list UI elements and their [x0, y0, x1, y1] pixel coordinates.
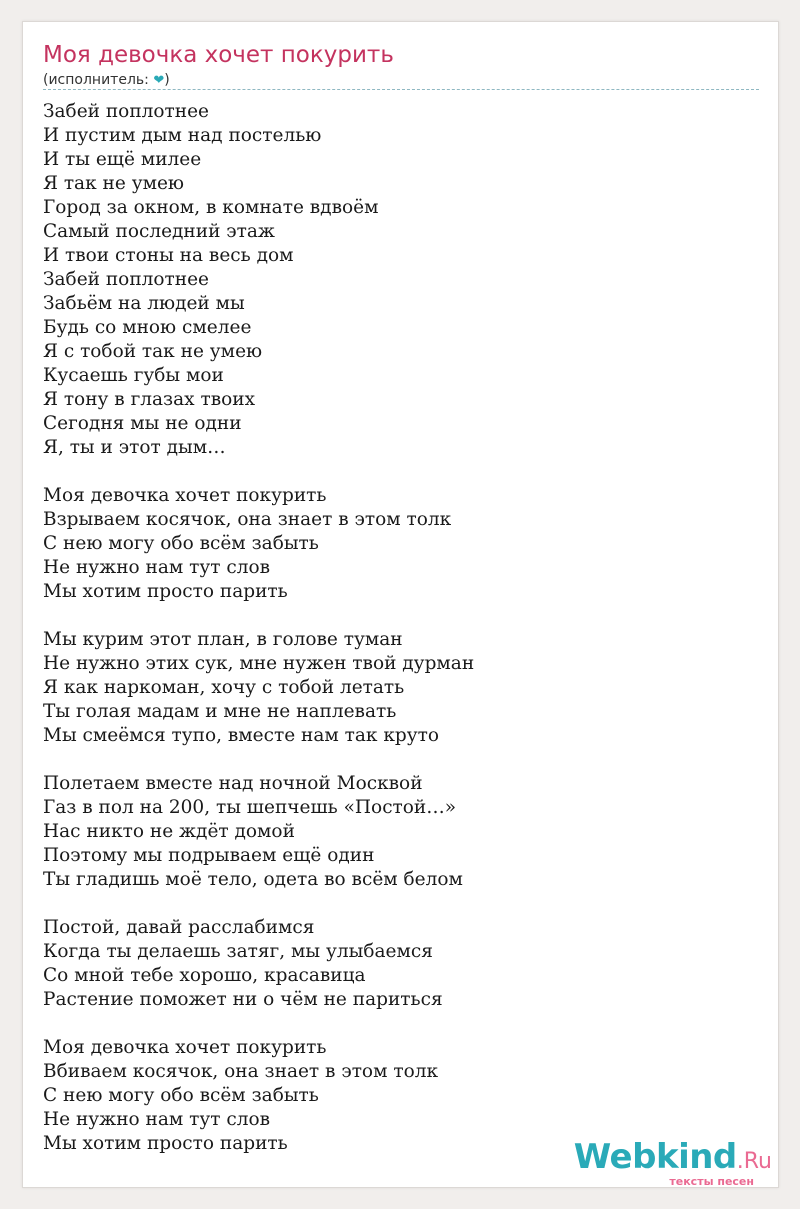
lyric-line: Газ в пол на 200, ты шепчешь «Постой…»: [43, 797, 457, 818]
logo-main-text: Webkind: [573, 1137, 737, 1177]
logo-wordmark: [574, 1137, 772, 1177]
lyric-line: Забьём на людей мы: [43, 293, 245, 314]
stanza-gap: [43, 1012, 743, 1036]
lyric-line: Я с тобой так не умею: [43, 341, 263, 362]
lyric-line: Не нужно этих сук, мне нужен твой дурман: [43, 653, 475, 674]
header-divider: [43, 89, 759, 90]
lyric-line: Нас никто не ждёт домой: [43, 821, 295, 842]
lyric-line: С нею могу обо всём забыть: [43, 533, 319, 554]
lyric-line: Ты голая мадам и мне не наплевать: [43, 701, 397, 722]
stanza-gap: [43, 892, 743, 916]
lyric-line: Я тону в глазах твоих: [43, 389, 256, 410]
stanza-gap: [43, 604, 743, 628]
stanza-gap: [43, 748, 743, 772]
lyric-line: Мы курим этот план, в голове туман: [43, 629, 403, 650]
lyric-line: Когда ты делаешь затяг, мы улыбаемся: [43, 941, 433, 962]
lyric-line: Моя девочка хочет покурить: [43, 1037, 327, 1058]
stanza-gap: [43, 460, 743, 484]
lyric-line: Город за окном, в комнате вдвоём: [43, 197, 379, 218]
lyric-line: С нею могу обо всём забыть: [43, 1085, 319, 1106]
lyric-line: Забей поплотнее: [43, 269, 210, 290]
artist-line: [43, 72, 170, 88]
artist-suffix: ): [164, 72, 170, 88]
lyric-line: Не нужно нам тут слов: [43, 557, 271, 578]
lyric-line: Взрываем косячок, она знает в этом толк: [43, 509, 452, 530]
lyric-line: Кусаешь губы мои: [43, 365, 224, 386]
lyric-line: Полетаем вместе над ночной Москвой: [43, 773, 423, 794]
lyric-line: Забей поплотнее: [43, 101, 210, 122]
lyric-line: Вбиваем косячок, она знает в этом толк: [43, 1061, 439, 1082]
lyric-line: Моя девочка хочет покурить: [43, 485, 327, 506]
lyric-line: Я, ты и этот дым…: [43, 437, 226, 458]
lyric-line: Ты гладишь моё тело, одета во всём белом: [43, 869, 463, 890]
lyric-line: Сегодня мы не одни: [43, 413, 242, 434]
lyric-line: Растение поможет ни о чём не париться: [43, 989, 443, 1010]
lyric-line: Самый последний этаж: [43, 221, 275, 242]
lyric-line: Мы смеёмся тупо, вместе нам так круто: [43, 725, 440, 746]
lyric-line: Мы хотим просто парить: [43, 581, 288, 602]
lyric-line: Постой, давай расслабимся: [43, 917, 315, 938]
logo-subtitle: тексты песен: [669, 1175, 754, 1188]
lyric-line: Будь со мною смелее: [43, 317, 252, 338]
lyric-line: Поэтому мы подрываем ещё один: [43, 845, 375, 866]
lyric-line: И твои стоны на весь дом: [43, 245, 294, 266]
lyric-line: Я так не умею: [43, 173, 185, 194]
logo-suffix: .Ru: [736, 1149, 772, 1174]
song-title: Моя девочка хочет покурить: [43, 42, 394, 68]
lyric-line: Со мной тебе хорошо, красавица: [43, 965, 366, 986]
site-logo[interactable]: [573, 1137, 772, 1188]
lyric-line: И пустим дым над постелью: [43, 125, 322, 146]
heart-icon[interactable]: ❤: [153, 73, 165, 88]
lyric-line: Я как наркоман, хочу с тобой летать: [43, 677, 405, 698]
lyric-line: Мы хотим просто парить: [43, 1133, 288, 1154]
lyric-line: Не нужно нам тут слов: [43, 1109, 271, 1130]
lyrics-card: [22, 21, 779, 1188]
artist-prefix: (исполнитель:: [43, 72, 154, 88]
lyric-line: И ты ещё милее: [43, 149, 202, 170]
lyrics-text: [43, 100, 743, 1156]
